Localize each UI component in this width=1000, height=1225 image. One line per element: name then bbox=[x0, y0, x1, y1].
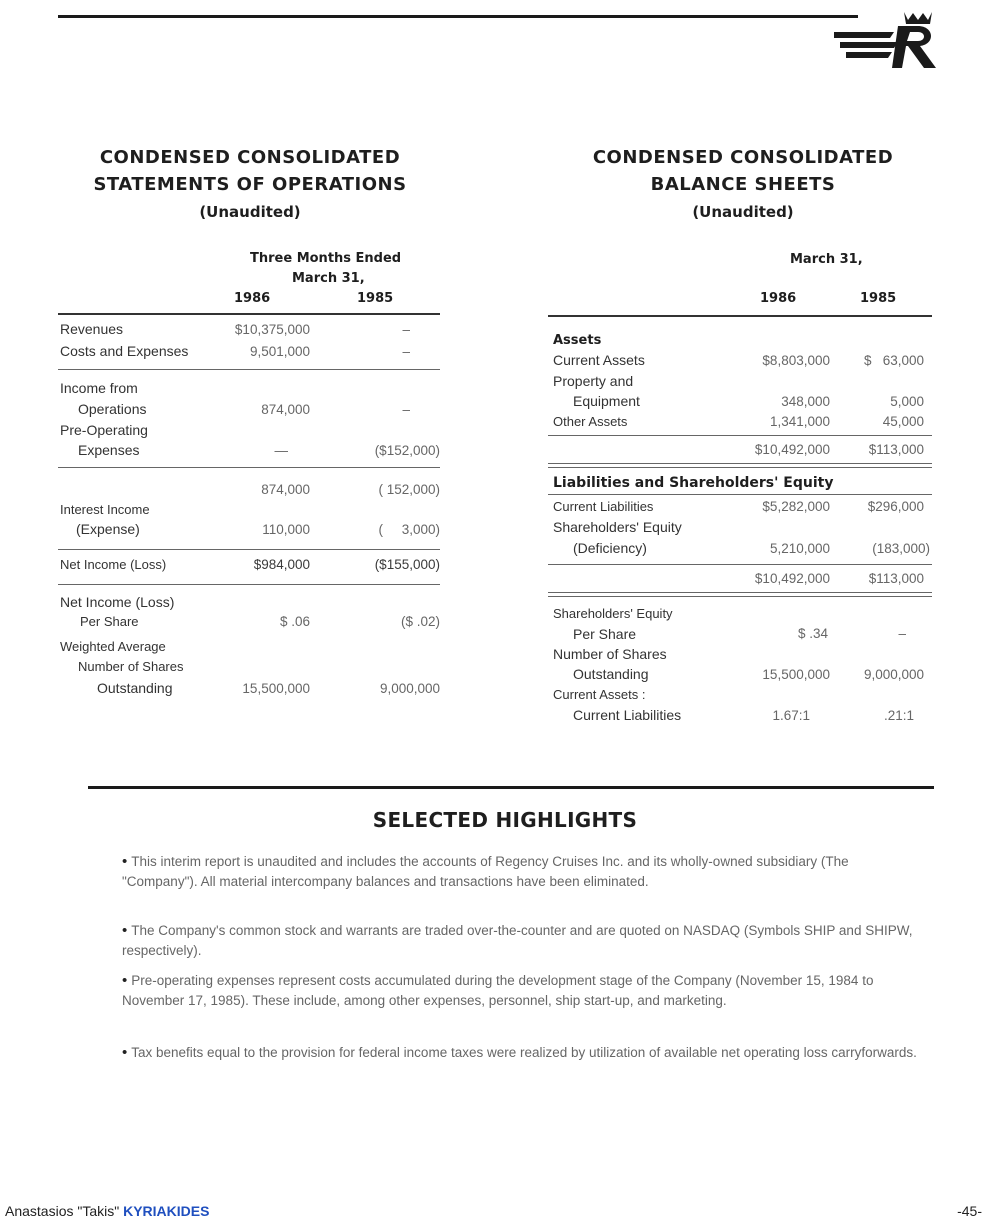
bal-label-equipment: Equipment bbox=[573, 393, 640, 409]
bal-value: 1.67:1 bbox=[772, 708, 810, 723]
bal-label-shareholders-equity: Shareholders' Equity bbox=[553, 519, 682, 535]
ops-value: ($155,000) bbox=[374, 557, 440, 572]
ops-value: ($ .02) bbox=[400, 614, 440, 629]
operations-col-1986: 1986 bbox=[234, 291, 271, 306]
bal-rule bbox=[548, 596, 932, 597]
ops-value: $ .06 bbox=[279, 614, 310, 629]
bal-value: .21:1 bbox=[883, 708, 914, 723]
ops-value: 874,000 bbox=[261, 482, 310, 497]
ops-label-costs: Costs and Expenses bbox=[60, 343, 189, 359]
balance-subtitle: (Unaudited) bbox=[692, 203, 794, 221]
highlight-text: The Company's common stock and warrants are traded over-the-counter and are quoted on NASDAQ (Symbols SHIP and SHIPW, respectively). bbox=[122, 923, 913, 958]
bal-value: 5,000 bbox=[890, 394, 924, 409]
bal-value: 1,341,000 bbox=[769, 414, 830, 429]
highlight-item bbox=[122, 971, 922, 1011]
bal-label-current-liabilities-ratio: Current Liabilities bbox=[573, 707, 682, 723]
balance-title bbox=[548, 144, 938, 226]
operations-subtitle: (Unaudited) bbox=[199, 203, 301, 221]
ops-value: – bbox=[402, 402, 410, 417]
ops-value: 15,500,000 bbox=[242, 681, 310, 696]
balance-col-1986: 1986 bbox=[760, 291, 797, 306]
footer-author bbox=[5, 1203, 209, 1219]
bal-value: (183,000) bbox=[872, 541, 930, 556]
ops-label-expenses: Expenses bbox=[78, 442, 140, 458]
operations-period-line1: Three Months Ended bbox=[250, 251, 402, 266]
bal-label-per-share: Per Share bbox=[573, 626, 637, 642]
ops-label-outstanding: Outstanding bbox=[97, 680, 173, 696]
operations-title bbox=[60, 144, 440, 226]
bal-rule bbox=[548, 463, 932, 464]
ops-value: $984,000 bbox=[253, 557, 310, 572]
ops-label-net-income-loss: Net Income (Loss) bbox=[60, 594, 175, 610]
balance-header-rule bbox=[548, 315, 932, 317]
ops-value: 9,501,000 bbox=[249, 344, 310, 359]
ops-value: – bbox=[402, 322, 410, 337]
ops-label-number-shares: Number of Shares bbox=[78, 659, 184, 674]
bal-rule bbox=[548, 435, 932, 436]
page-number: -45- bbox=[957, 1203, 982, 1219]
bal-value: 5,210,000 bbox=[769, 541, 830, 556]
ops-label-interest: Interest Income bbox=[60, 502, 150, 517]
bal-label-liabilities: Liabilities and Shareholders' Equity bbox=[553, 475, 834, 491]
bal-label-number-shares: Number of Shares bbox=[553, 646, 667, 662]
ops-label-operations: Operations bbox=[78, 401, 147, 417]
bal-value: – bbox=[898, 626, 906, 641]
bal-value: $10,492,000 bbox=[754, 442, 830, 457]
bal-rule bbox=[548, 494, 932, 495]
bal-label-other-assets: Other Assets bbox=[553, 414, 628, 429]
ops-rule bbox=[58, 467, 440, 468]
bal-rule bbox=[548, 592, 932, 593]
ops-rule bbox=[58, 584, 440, 585]
balance-title-line2: BALANCE SHEETS bbox=[650, 174, 836, 195]
bullet-icon: • bbox=[122, 972, 128, 989]
bal-label-property: Property and bbox=[553, 373, 634, 389]
bal-value: $296,000 bbox=[867, 499, 924, 514]
bal-label-equity-per-share: Shareholders' Equity bbox=[553, 606, 673, 621]
bal-label-current-liabilities: Current Liabilities bbox=[553, 499, 654, 514]
bullet-icon: • bbox=[122, 853, 128, 870]
ops-value: ( 152,000) bbox=[378, 482, 440, 497]
ops-label-preoperating: Pre-Operating bbox=[60, 422, 148, 438]
ops-value: 874,000 bbox=[261, 402, 310, 417]
highlights-rule bbox=[88, 786, 934, 789]
ops-label-income-from: Income from bbox=[60, 380, 138, 396]
bal-value: $10,492,000 bbox=[754, 571, 830, 586]
bullet-icon: • bbox=[122, 1044, 128, 1061]
bal-value: 9,000,000 bbox=[863, 667, 924, 682]
bal-label-outstanding: Outstanding bbox=[573, 666, 649, 682]
highlights-title: SELECTED HIGHLIGHTS bbox=[372, 808, 638, 832]
bal-value: $5,282,000 bbox=[762, 499, 830, 514]
footer-author-first: Anastasios "Takis" bbox=[5, 1203, 120, 1219]
operations-header-rule bbox=[58, 313, 440, 315]
ops-rule bbox=[58, 549, 440, 550]
bal-value: 45,000 bbox=[882, 414, 924, 429]
ops-label-net-income: Net Income (Loss) bbox=[60, 557, 167, 572]
operations-period-line2: March 31, bbox=[292, 271, 365, 286]
ops-label-expense: (Expense) bbox=[76, 521, 140, 537]
bal-value: 348,000 bbox=[781, 394, 830, 409]
ops-value: 9,000,000 bbox=[379, 681, 440, 696]
company-logo-icon bbox=[832, 8, 937, 70]
bal-value: $ .34 bbox=[797, 626, 828, 641]
footer-author-last: KYRIAKIDES bbox=[123, 1203, 210, 1219]
highlight-item bbox=[122, 852, 922, 892]
bal-label-deficiency: (Deficiency) bbox=[573, 540, 647, 556]
bal-label-current-assets: Current Assets bbox=[553, 352, 645, 368]
operations-title-line1: CONDENSED CONSOLIDATED bbox=[99, 147, 401, 168]
highlight-text: Tax benefits equal to the provision for federal income taxes were realized by utilization of available net operating loss carryforwards. bbox=[131, 1045, 917, 1060]
bal-value: $8,803,000 bbox=[762, 353, 830, 368]
balance-col-1985: 1985 bbox=[860, 291, 897, 306]
bal-value: $113,000 bbox=[868, 571, 924, 586]
ops-label-weighted: Weighted Average bbox=[60, 639, 166, 654]
ops-value: ( 3,000) bbox=[378, 522, 440, 537]
ops-value: $10,375,000 bbox=[234, 322, 310, 337]
bal-value: $ 63,000 bbox=[863, 353, 924, 368]
ops-rule bbox=[58, 369, 440, 370]
bal-rule bbox=[548, 564, 932, 565]
ops-value: 110,000 bbox=[262, 522, 310, 537]
balance-title-line1: CONDENSED CONSOLIDATED bbox=[592, 147, 894, 168]
highlight-item bbox=[122, 1043, 922, 1063]
ops-label-revenues: Revenues bbox=[60, 321, 124, 337]
ops-value: – bbox=[402, 344, 410, 359]
bal-value: $113,000 bbox=[868, 442, 924, 457]
bal-value: 15,500,000 bbox=[762, 667, 830, 682]
highlight-text: This interim report is unaudited and includes the accounts of Regency Cruises Inc. and its wholly-owned subsidiary (The "Company"). All material intercompany balances and transactions have been eliminated. bbox=[122, 854, 849, 889]
bullet-icon: • bbox=[122, 922, 128, 939]
operations-title-line2: STATEMENTS OF OPERATIONS bbox=[93, 174, 407, 195]
highlight-item bbox=[122, 921, 922, 961]
ops-label-per-share: Per Share bbox=[80, 614, 139, 629]
balance-period: March 31, bbox=[790, 252, 863, 267]
bal-label-current-assets-ratio: Current Assets : bbox=[553, 687, 646, 702]
bal-rule bbox=[548, 467, 932, 468]
ops-value: — bbox=[274, 443, 288, 458]
operations-col-1985: 1985 bbox=[357, 291, 394, 306]
highlight-text: Pre-operating expenses represent costs accumulated during the development stage of the Company (November 15, 1984 to November 17, 1985). These include, among other expenses, personnel, ship start-up, and marketing. bbox=[122, 973, 874, 1008]
ops-value: ($152,000) bbox=[374, 443, 440, 458]
top-rule bbox=[58, 15, 858, 18]
bal-label-assets: Assets bbox=[553, 333, 602, 348]
